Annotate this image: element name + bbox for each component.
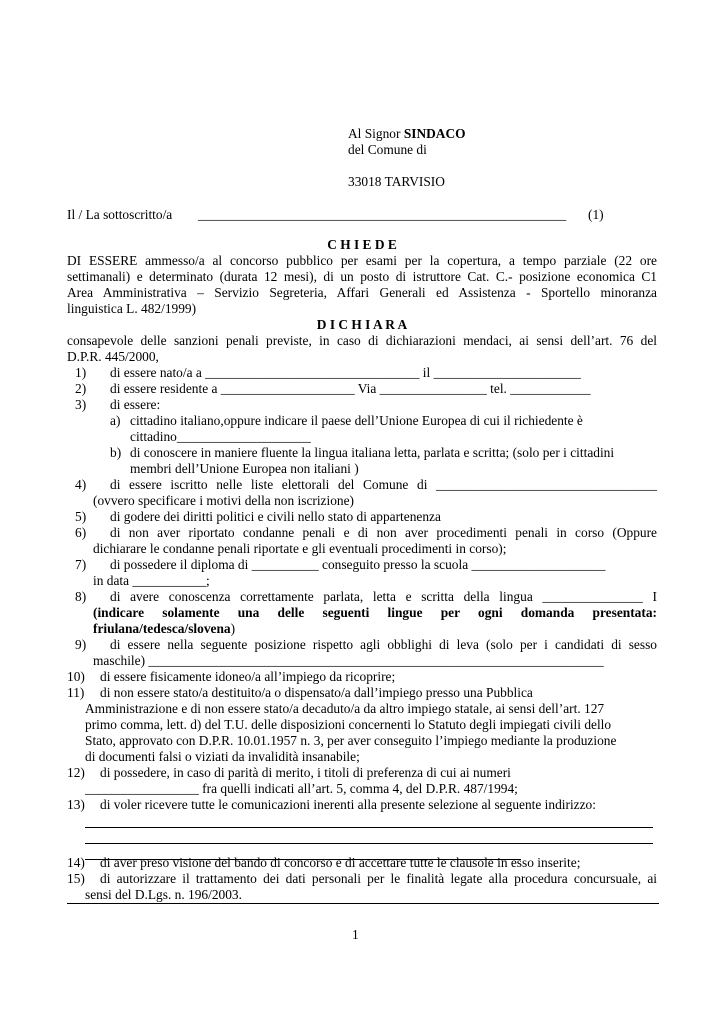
footer-rule — [67, 903, 659, 904]
item-5-num: 5) — [75, 509, 87, 524]
item-3b-line-2: membri dell’Unione Europea non italiani ) — [130, 461, 359, 476]
item-9-num: 9) — [75, 637, 87, 652]
dichiara-intro-2: D.P.R. 445/2000, — [67, 349, 159, 364]
item-15-line-1: di autorizzare il trattamento dei dati personali per le finalità legate alla procedura concursuale, ai — [100, 871, 657, 886]
chiede-line-3: Area Amministrativa – Servizio Segreteria, Affari Generali ed Assistenza - Sportello minoranza — [67, 285, 657, 300]
item-1-text: di essere nato/a a ________________________________ il ______________________ — [110, 365, 581, 380]
item-10-num: 10) — [67, 669, 85, 684]
item-7-num: 7) — [75, 557, 87, 572]
item-9-line-2: maschile) ____________________________________________________________________ — [93, 653, 604, 668]
item-6-line-2: dichiarare le condanne penali riportate e gli eventuali procedimenti in corso); — [93, 541, 507, 556]
address-blank-line-2 — [85, 843, 653, 844]
item-12-line-1: di possedere, in caso di parità di merito, i titoli di preferenza di cui ai numeri — [100, 765, 511, 780]
item-15-line-2: sensi del D.Lgs. n. 196/2003. — [85, 887, 242, 902]
item-3-num: 3) — [75, 397, 87, 412]
chiede-line-4: linguistica L. 482/1999) — [67, 301, 197, 316]
item-11-line-5: di documenti falsi o viziati da invalidità insanabile; — [85, 749, 360, 764]
item-12-num: 12) — [67, 765, 85, 780]
item-3b-line-1: di conoscere in maniere fluente la lingua italiana letta, parlata e scritta; (solo per i cittadini — [130, 445, 615, 460]
item-13-text: di voler ricevere tutte le comunicazioni inerenti alla presente selezione al seguente indirizzo: — [100, 797, 596, 812]
item-8-line-3: friulana/tedesca/slovena) — [93, 621, 236, 636]
item-11-num: 11) — [67, 685, 85, 700]
item-11-line-2: Amministrazione e di non essere stato/a decaduto/a da altro impiego statale, ai sensi dell’art. 127 — [85, 701, 605, 716]
item-11-line-3: primo comma, lett. d) del T.U. delle disposizioni concernenti lo Statuto degli impiegati civili dello — [85, 717, 612, 732]
item-4-line-2: (ovvero specificare i motivi della non iscrizione) — [93, 493, 355, 508]
item-7-line-1: di possedere il diploma di __________ conseguito presso la scuola ____________________ — [110, 557, 606, 572]
chiede-line-1: DI ESSERE ammesso/a al concorso pubblico per esami per la copertura, a tempo parziale (22 ore — [67, 253, 657, 268]
item-15-num: 15) — [67, 871, 85, 886]
subscriber-note: (1) — [588, 207, 604, 222]
item-4-line-1: di essere iscritto nelle liste elettorali del Comune di _________________________________ — [110, 477, 657, 492]
item-14-num: 14) — [67, 855, 85, 870]
item-10-text: di essere fisicamente idoneo/a all’impiego da ricoprire; — [100, 669, 396, 684]
item-2-text: di essere residente a ____________________ Via ________________ tel. ____________ — [110, 381, 591, 396]
item-8-bold-line: (indicare solamente una delle seguenti lingue per ogni domanda presentata: — [93, 605, 657, 620]
dichiara-heading: D I C H I A R A — [316, 317, 408, 332]
subscriber-label: Il / La sottoscritto/a — [67, 207, 173, 222]
item-13-num: 13) — [67, 797, 85, 812]
item-6-line-1: di non aver riportato condanne penali e di non aver procedimenti penali in corso (Oppure — [110, 525, 657, 540]
address-line-1: Al Signor SINDACO — [348, 126, 466, 141]
item-6-num: 6) — [75, 525, 87, 540]
subscriber-blank: _______________________________________________________ — [198, 207, 567, 222]
item-2-num: 2) — [75, 381, 87, 396]
item-14-text: di aver preso visione del bando di concorso e di accettare tutte le clausole in esso inserite; — [100, 855, 581, 870]
item-8-num: 8) — [75, 589, 87, 604]
item-9-line-1: di essere nella seguente posizione rispetto agli obblighi di leva (solo per i candidati di sesso — [110, 637, 657, 652]
item-7-line-2: in data ___________; — [93, 573, 210, 588]
item-3a-num: a) — [110, 413, 121, 428]
item-4-num: 4) — [75, 477, 87, 492]
chiede-line-2: settimanali) e determinato (durata 12 mesi), di un posto di istruttore Cat. C.- posizione economica C1 — [67, 269, 657, 284]
item-1-num: 1) — [75, 365, 87, 380]
item-3a-line-1: cittadino italiano,oppure indicare il paese dell’Unione Europea di cui il richiedente è — [130, 413, 583, 428]
item-11-line-1: di non essere stato/a destituito/a o dispensato/a dall’impiego presso una Pubblica — [100, 685, 533, 700]
item-3a-line-2: cittadino____________________ — [130, 429, 311, 444]
item-3-text: di essere: — [110, 397, 161, 412]
address-line-2: del Comune di — [348, 142, 427, 157]
item-8-line-1: di avere conoscenza correttamente parlata, letta e scritta della lingua _______________ I — [110, 589, 657, 604]
chiede-heading: C H I E D E — [327, 237, 397, 252]
address-blank-line-1 — [85, 827, 653, 828]
page-number: 1 — [352, 927, 359, 942]
item-3b-num: b) — [110, 445, 122, 460]
item-11-line-4: Stato, approvato con D.P.R. 10.01.1957 n. 3, per aver conseguito l’impiego mediante la produzione — [85, 733, 617, 748]
item-12-line-2: _________________ fra quelli indicati all’art. 5, comma 4, del D.P.R. 487/1994; — [85, 781, 518, 796]
address-line-3: 33018 TARVISIO — [348, 174, 445, 189]
item-5-text: di godere dei diritti politici e civili nello stato di appartenenza — [110, 509, 441, 524]
dichiara-intro-1: consapevole delle sanzioni penali previste, in caso di dichiarazioni mendaci, ai sensi dell’art. 76 del — [67, 333, 657, 348]
